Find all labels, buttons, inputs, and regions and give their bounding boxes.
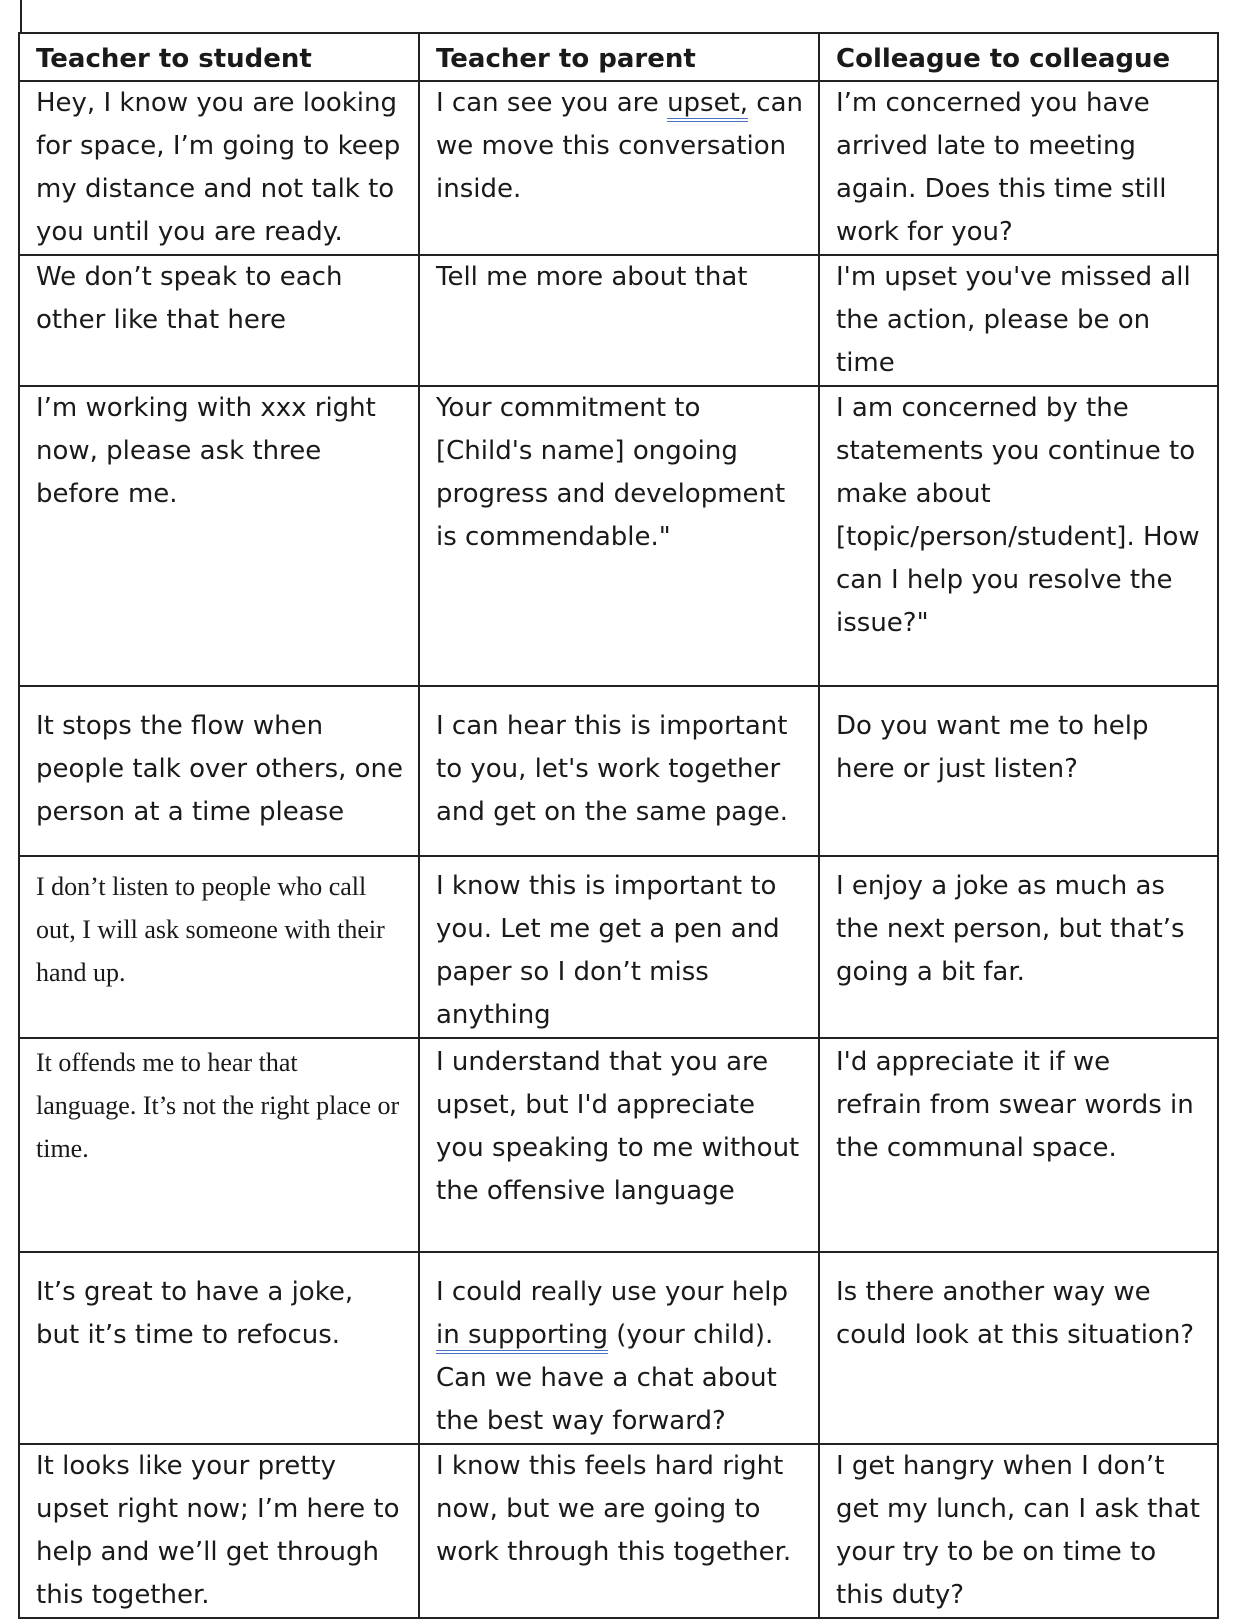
table-row — [19, 255, 1218, 386]
page-edge-line — [20, 0, 22, 33]
header-teacher-to-parent: Teacher to parent — [419, 33, 819, 81]
cell-text: can we move this conversation inside. — [436, 88, 804, 204]
cell-colleague: I enjoy a joke as much as the next person, but that’s going a bit far. — [819, 856, 1218, 1038]
cell-text: (your child). Can we have a chat about the best way forward? — [436, 1320, 777, 1436]
table-row — [19, 386, 1218, 686]
cell-student: I’m working with xxx right now, please ask three before me. — [19, 386, 419, 686]
cell-student: It offends me to hear that language. It’s not the right place or time. — [19, 1038, 419, 1252]
cell-colleague: I'm upset you've missed all the action, please be on time — [819, 255, 1218, 386]
cell-student: We don’t speak to each other like that here — [19, 255, 419, 386]
cell-parent — [419, 1252, 819, 1444]
cell-student: It looks like your pretty upset right now; I’m here to help and we’ll get through this together. — [19, 1444, 419, 1618]
cell-colleague: I’m concerned you have arrived late to meeting again. Does this time still work for you? — [819, 81, 1218, 255]
cell-colleague: Is there another way we could look at this situation? — [819, 1252, 1218, 1444]
cell-colleague: I get hangry when I don’t get my lunch, can I ask that your try to be on time to this duty? — [819, 1444, 1218, 1618]
cell-parent: Tell me more about that — [419, 255, 819, 386]
cell-colleague: Do you want me to help here or just listen? — [819, 686, 1218, 856]
table-row — [19, 686, 1218, 856]
phrases-table — [18, 32, 1219, 1619]
cell-colleague: I'd appreciate it if we refrain from swear words in the communal space. — [819, 1038, 1218, 1252]
cell-text: I can see you are — [436, 88, 668, 118]
table-row — [19, 1252, 1218, 1444]
table-row — [19, 856, 1218, 1038]
grammar-flag: upset, — [667, 88, 748, 122]
cell-student: I don’t listen to people who call out, I will ask someone with their hand up. — [19, 856, 419, 1038]
grammar-flag: in supporting — [436, 1320, 608, 1354]
table-row — [19, 81, 1218, 255]
cell-parent: I know this feels hard right now, but we are going to work through this together. — [419, 1444, 819, 1618]
cell-parent: I know this is important to you. Let me get a pen and paper so I don’t miss anything — [419, 856, 819, 1038]
header-teacher-to-student: Teacher to student — [19, 33, 419, 81]
table-row — [19, 1038, 1218, 1252]
cell-colleague: I am concerned by the statements you continue to make about [topic/person/student]. How can I help you resolve the issue?" — [819, 386, 1218, 686]
cell-student: It stops the flow when people talk over others, one person at a time please — [19, 686, 419, 856]
table-row — [19, 1444, 1218, 1618]
cell-parent: I understand that you are upset, but I'd appreciate you speaking to me without the offensive language — [419, 1038, 819, 1252]
cell-parent — [419, 81, 819, 255]
cell-parent: Your commitment to [Child's name] ongoing progress and development is commendable." — [419, 386, 819, 686]
cell-student: Hey, I know you are looking for space, I’m going to keep my distance and not talk to you until you are ready. — [19, 81, 419, 255]
cell-text: I could really use your help — [436, 1277, 788, 1307]
cell-student: It’s great to have a joke, but it’s time to refocus. — [19, 1252, 419, 1444]
cell-parent: I can hear this is important to you, let's work together and get on the same page. — [419, 686, 819, 856]
header-colleague-to-colleague: Colleague to colleague — [819, 33, 1218, 81]
table-header-row — [19, 33, 1218, 81]
